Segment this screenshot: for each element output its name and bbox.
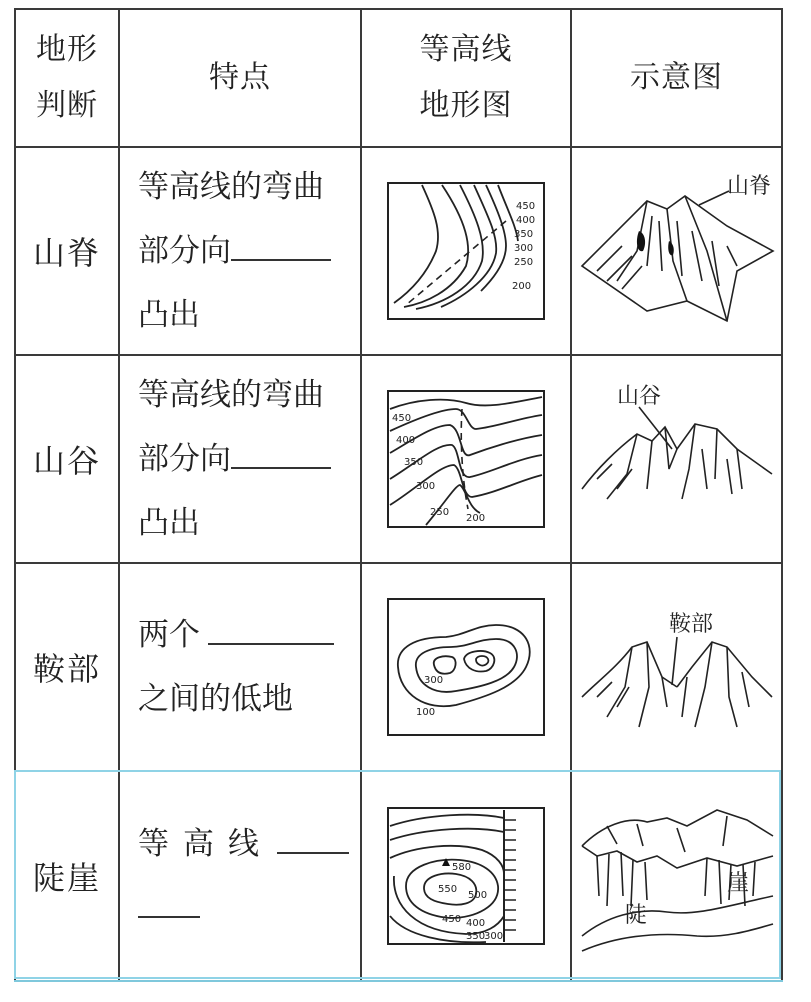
header-col1-line1: 地形 (36, 32, 98, 67)
feature-line: 部分向 (138, 233, 231, 269)
header-sketch (571, 9, 782, 147)
sketch-cell (571, 147, 782, 355)
sketch-label: 鞍部 (668, 612, 713, 637)
feature-line: 凸出 (138, 297, 200, 333)
contour-map-cell (361, 147, 571, 355)
row-cliff (15, 771, 782, 981)
contour-label: 580 (452, 862, 472, 873)
header-terrain-judgment (15, 9, 119, 147)
contour-label: 350 (466, 931, 486, 942)
header-col3-line2: 地形图 (419, 88, 513, 123)
contour-map-saddle (386, 597, 546, 737)
contour-label: 500 (468, 890, 488, 901)
feature-line: 凸出 (138, 505, 200, 541)
fill-blank[interactable] (138, 886, 200, 918)
contour-map-cell (361, 563, 571, 771)
header-row (15, 9, 782, 147)
row-valley (15, 355, 782, 563)
feature-line: 等高线 (138, 826, 273, 862)
sketch-label: 山脊 (726, 174, 771, 199)
feature-line: 两个 (138, 617, 200, 653)
sketch-cell (571, 563, 782, 771)
header-contour-map (361, 9, 571, 147)
header-col2: 特点 (209, 60, 271, 95)
contour-map-cell (361, 355, 571, 563)
terrain-name: 鞍部 (15, 563, 119, 771)
saddle-sketch (577, 587, 777, 747)
contour-label: 350 (404, 457, 424, 468)
sketch-cell (571, 355, 782, 563)
contour-label: 450 (442, 914, 462, 925)
contour-label: 300 (484, 931, 504, 942)
feature-cell (119, 147, 361, 355)
contour-label: 400 (516, 215, 536, 226)
header-col1-line2: 判断 (36, 88, 98, 123)
valley-sketch (577, 379, 777, 539)
header-col3-line1: 等高线 (419, 32, 513, 67)
feature-cell (119, 563, 361, 771)
contour-label: 450 (516, 201, 536, 212)
contour-label: 450 (392, 413, 412, 424)
row-ridge (15, 147, 782, 355)
feature-line: 等高线的弯曲 (138, 377, 324, 413)
contour-label: 400 (466, 918, 486, 929)
contour-label: 250 (430, 507, 450, 518)
fill-blank[interactable] (208, 613, 334, 645)
contour-map-valley (386, 389, 546, 529)
sketch-label-cliff: 崖 (726, 871, 749, 896)
row-saddle (15, 563, 782, 771)
sketch-label: 山谷 (616, 384, 661, 409)
sketch-label-steep: 陡 (624, 903, 647, 928)
contour-label: 300 (416, 481, 436, 492)
feature-line: 部分向 (138, 441, 231, 477)
contour-label: 200 (512, 281, 532, 292)
cliff-sketch (577, 796, 777, 956)
contour-label: 300 (424, 675, 444, 686)
contour-label: 300 (514, 243, 534, 254)
contour-label: 200 (466, 513, 486, 524)
contour-label: 100 (416, 707, 436, 718)
fill-blank[interactable] (231, 437, 331, 469)
terrain-table (14, 8, 783, 982)
fill-blank[interactable] (231, 229, 331, 261)
contour-map-ridge (386, 181, 546, 321)
terrain-name: 山脊 (15, 147, 119, 355)
header-features (119, 9, 361, 147)
terrain-name: 山谷 (15, 355, 119, 563)
ridge-sketch (577, 171, 777, 331)
contour-map-cliff (386, 806, 546, 946)
contour-label: 400 (396, 435, 416, 446)
contour-label: 550 (438, 884, 458, 895)
feature-line: 之间的低地 (138, 681, 293, 717)
feature-line: 等高线的弯曲 (138, 169, 324, 205)
terrain-name: 陡崖 (15, 771, 119, 981)
feature-cell (119, 771, 361, 981)
sketch-cell (571, 771, 782, 981)
fill-blank[interactable] (277, 822, 349, 854)
contour-label: 250 (514, 257, 534, 268)
header-col4: 示意图 (630, 60, 723, 95)
contour-map-cell (361, 771, 571, 981)
contour-label: 350 (514, 229, 534, 240)
feature-cell (119, 355, 361, 563)
